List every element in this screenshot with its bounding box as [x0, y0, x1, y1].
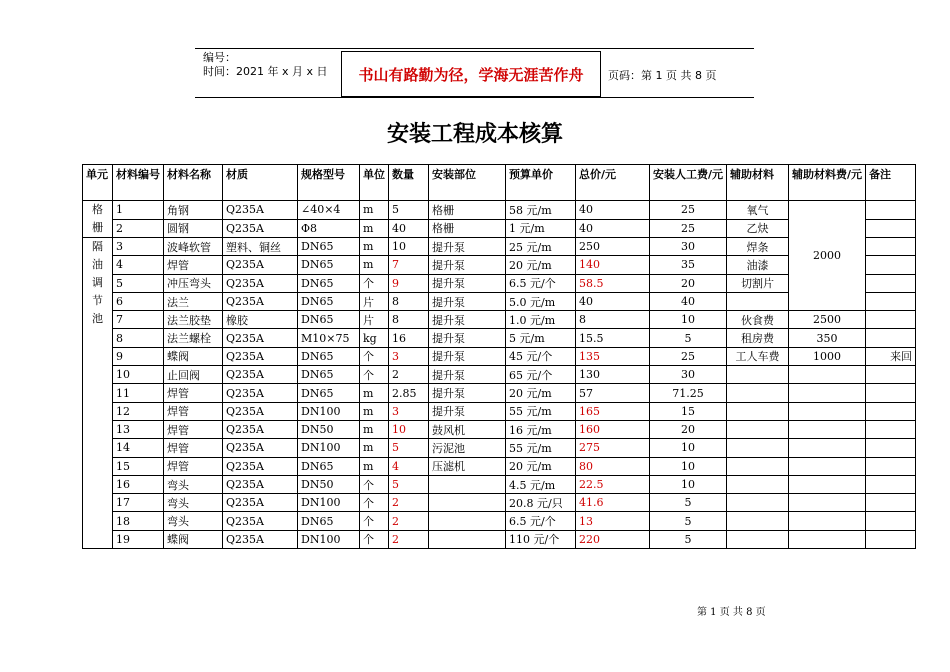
unit-price-cell: 25 元/m: [506, 238, 576, 256]
total-price-cell: 41.6: [576, 494, 650, 512]
material-no-cell: 6: [113, 292, 164, 310]
install-location-cell: [429, 512, 506, 530]
install-location-cell: 提升泵: [429, 402, 506, 420]
col-header: 材料编号: [113, 165, 164, 201]
material-cell: Q235A: [223, 274, 298, 292]
aux-fee-cell: [789, 402, 866, 420]
aux-fee-cell: [789, 530, 866, 548]
table-row: [83, 475, 916, 493]
install-location-cell: 提升泵: [429, 238, 506, 256]
col-header: 材质: [223, 165, 298, 201]
remark-cell: [866, 512, 916, 530]
material-name-cell: 蝶阀: [164, 530, 223, 548]
spec-cell: DN65: [298, 256, 360, 274]
material-name-cell: 圆钢: [164, 219, 223, 238]
quantity-cell: 5: [389, 475, 429, 493]
col-header: 材料名称: [164, 165, 223, 201]
spec-cell: DN65: [298, 512, 360, 530]
aux-material-cell: 乙炔: [727, 219, 789, 238]
aux-material-cell: [727, 292, 789, 310]
aux-material-cell: 焊条: [727, 238, 789, 256]
total-price-cell: 250: [576, 238, 650, 256]
spec-cell: M10×75: [298, 329, 360, 347]
material-cell: Q235A: [223, 347, 298, 365]
aux-material-cell: 氧气: [727, 201, 789, 220]
quantity-cell: 16: [389, 329, 429, 347]
material-no-cell: 9: [113, 347, 164, 365]
labor-fee-cell: 10: [650, 457, 727, 475]
aux-material-cell: 伙食费: [727, 311, 789, 329]
material-cell: Q235A: [223, 439, 298, 457]
unit-cell: [83, 238, 113, 549]
material-name-cell: 法兰胶垫: [164, 311, 223, 329]
total-price-cell: 40: [576, 292, 650, 310]
install-location-cell: [429, 494, 506, 512]
labor-fee-cell: 10: [650, 475, 727, 493]
material-cell: Q235A: [223, 329, 298, 347]
install-location-cell: 格栅: [429, 219, 506, 238]
material-no-cell: 14: [113, 439, 164, 457]
unit-of-measure-cell: m: [360, 256, 389, 274]
install-location-cell: 提升泵: [429, 366, 506, 384]
col-header: 辅助材料费/元: [789, 165, 866, 201]
total-price-cell: 80: [576, 457, 650, 475]
aux-fee-cell: [789, 494, 866, 512]
unit-of-measure-cell: 个: [360, 347, 389, 365]
unit-of-measure-cell: m: [360, 457, 389, 475]
motto: 书山有路勤为径，学海无涯苦作舟: [341, 51, 601, 97]
spec-cell: DN65: [298, 347, 360, 365]
quantity-cell: 3: [389, 347, 429, 365]
aux-fee-cell: [789, 457, 866, 475]
labor-fee-cell: 25: [650, 201, 727, 220]
install-location-cell: 格栅: [429, 201, 506, 220]
spec-cell: DN65: [298, 274, 360, 292]
total-price-cell: 8: [576, 311, 650, 329]
quantity-cell: 8: [389, 311, 429, 329]
remark-cell: [866, 457, 916, 475]
aux-material-cell: [727, 402, 789, 420]
labor-fee-cell: 25: [650, 219, 727, 238]
spec-cell: DN100: [298, 530, 360, 548]
col-header: 规格型号: [298, 165, 360, 201]
quantity-cell: 5: [389, 201, 429, 220]
total-price-cell: 130: [576, 366, 650, 384]
remark-cell: 来回: [866, 347, 916, 365]
quantity-cell: 10: [389, 238, 429, 256]
labor-fee-cell: 30: [650, 238, 727, 256]
col-header: 辅助材料: [727, 165, 789, 201]
unit-price-cell: 110 元/个: [506, 530, 576, 548]
remark-cell: [866, 219, 916, 238]
total-price-cell: 15.5: [576, 329, 650, 347]
quantity-cell: 2: [389, 494, 429, 512]
aux-fee-cell: [789, 384, 866, 402]
quantity-cell: 2.85: [389, 384, 429, 402]
spec-cell: DN100: [298, 439, 360, 457]
col-header: 单位: [360, 165, 389, 201]
material-name-cell: 焊管: [164, 384, 223, 402]
unit-price-cell: 5.0 元/m: [506, 292, 576, 310]
quantity-cell: 10: [389, 420, 429, 438]
page-footer: 第 1 页 共 8 页: [697, 607, 766, 618]
aux-fee-cell: 1000: [789, 347, 866, 365]
material-name-cell: 焊管: [164, 420, 223, 438]
labor-fee-cell: 5: [650, 512, 727, 530]
unit-of-measure-cell: 片: [360, 311, 389, 329]
material-cell: 橡胶: [223, 311, 298, 329]
spec-cell: DN65: [298, 238, 360, 256]
unit-price-cell: 4.5 元/m: [506, 475, 576, 493]
material-cell: Q235A: [223, 475, 298, 493]
labor-fee-cell: 20: [650, 420, 727, 438]
material-no-cell: 3: [113, 238, 164, 256]
unit-price-cell: 20 元/m: [506, 457, 576, 475]
install-location-cell: [429, 475, 506, 493]
install-location-cell: 压滤机: [429, 457, 506, 475]
unit-of-measure-cell: 个: [360, 274, 389, 292]
remark-cell: [866, 439, 916, 457]
unit-price-cell: 16 元/m: [506, 420, 576, 438]
table-row: [83, 494, 916, 512]
quantity-cell: 3: [389, 402, 429, 420]
material-cell: Q235A: [223, 292, 298, 310]
material-no-cell: 10: [113, 366, 164, 384]
labor-fee-cell: 5: [650, 329, 727, 347]
material-no-cell: 8: [113, 329, 164, 347]
spec-cell: Φ8: [298, 219, 360, 238]
aux-material-cell: [727, 384, 789, 402]
labor-fee-cell: 15: [650, 402, 727, 420]
unit-price-cell: 45 元/个: [506, 347, 576, 365]
material-cell: 塑料、铜丝: [223, 238, 298, 256]
unit-price-cell: 20 元/m: [506, 384, 576, 402]
aux-material-cell: [727, 530, 789, 548]
unit-of-measure-cell: m: [360, 439, 389, 457]
material-name-cell: 弯头: [164, 494, 223, 512]
install-location-cell: 鼓风机: [429, 420, 506, 438]
col-header: 备注: [866, 165, 916, 201]
col-header: 安装部位: [429, 165, 506, 201]
table-row: [83, 384, 916, 402]
spec-cell: DN50: [298, 420, 360, 438]
material-cell: Q235A: [223, 201, 298, 220]
spec-cell: DN100: [298, 402, 360, 420]
material-cell: Q235A: [223, 366, 298, 384]
quantity-cell: 2: [389, 530, 429, 548]
install-location-cell: 提升泵: [429, 311, 506, 329]
material-cell: Q235A: [223, 402, 298, 420]
number-label: 编号：: [203, 51, 236, 64]
aux-fee-cell: 350: [789, 329, 866, 347]
material-name-cell: 法兰螺栓: [164, 329, 223, 347]
quantity-cell: 40: [389, 219, 429, 238]
remark-cell: [866, 494, 916, 512]
total-price-cell: 220: [576, 530, 650, 548]
remark-cell: [866, 475, 916, 493]
col-header: 单元: [83, 165, 113, 201]
unit-price-cell: 6.5 元/个: [506, 512, 576, 530]
aux-material-cell: [727, 420, 789, 438]
material-name-cell: 弯头: [164, 512, 223, 530]
table-row: [83, 201, 916, 220]
remark-cell: [866, 384, 916, 402]
spec-cell: DN65: [298, 366, 360, 384]
table-row: [83, 311, 916, 329]
table-row: [83, 329, 916, 347]
material-no-cell: 5: [113, 274, 164, 292]
labor-fee-cell: 5: [650, 530, 727, 548]
spec-cell: ∠40×4: [298, 201, 360, 220]
spec-cell: DN65: [298, 457, 360, 475]
unit-price-cell: 20 元/m: [506, 256, 576, 274]
unit-price-cell: 1 元/m: [506, 219, 576, 238]
aux-material-cell: 租房费: [727, 329, 789, 347]
material-no-cell: 1: [113, 201, 164, 220]
total-price-cell: 57: [576, 384, 650, 402]
remark-cell: [866, 402, 916, 420]
labor-fee-cell: 35: [650, 256, 727, 274]
page-title: 安装工程成本核算: [386, 122, 563, 147]
unit-price-cell: 55 元/m: [506, 402, 576, 420]
total-price-cell: 58.5: [576, 274, 650, 292]
unit-of-measure-cell: 个: [360, 494, 389, 512]
remark-cell: [866, 530, 916, 548]
labor-fee-cell: 71.25: [650, 384, 727, 402]
quantity-cell: 5: [389, 439, 429, 457]
quantity-cell: 2: [389, 512, 429, 530]
unit-price-cell: 58 元/m: [506, 201, 576, 220]
material-name-cell: 蝶阀: [164, 347, 223, 365]
total-price-cell: 40: [576, 201, 650, 220]
col-header: 数量: [389, 165, 429, 201]
unit-of-measure-cell: m: [360, 219, 389, 238]
aux-fee-cell: [789, 439, 866, 457]
unit-label: 隔油调节池: [92, 240, 103, 325]
total-price-cell: 140: [576, 256, 650, 274]
quantity-cell: 4: [389, 457, 429, 475]
quantity-cell: 7: [389, 256, 429, 274]
unit-of-measure-cell: m: [360, 402, 389, 420]
material-name-cell: 止回阀: [164, 366, 223, 384]
labor-fee-cell: 10: [650, 439, 727, 457]
unit-of-measure-cell: m: [360, 238, 389, 256]
table-row: [83, 402, 916, 420]
table-row: [83, 512, 916, 530]
labor-fee-cell: 5: [650, 494, 727, 512]
aux-fee-merged-cell: 2000: [789, 201, 866, 311]
unit-of-measure-cell: m: [360, 420, 389, 438]
material-no-cell: 7: [113, 311, 164, 329]
install-location-cell: 提升泵: [429, 274, 506, 292]
material-cell: Q235A: [223, 530, 298, 548]
total-price-cell: 22.5: [576, 475, 650, 493]
material-no-cell: 19: [113, 530, 164, 548]
remark-cell: [866, 292, 916, 310]
aux-fee-cell: 2500: [789, 311, 866, 329]
unit-of-measure-cell: 片: [360, 292, 389, 310]
spec-cell: DN65: [298, 384, 360, 402]
spec-cell: DN65: [298, 311, 360, 329]
labor-fee-cell: 40: [650, 292, 727, 310]
remark-cell: [866, 366, 916, 384]
material-no-cell: 16: [113, 475, 164, 493]
total-price-cell: 40: [576, 219, 650, 238]
unit-price-cell: 6.5 元/个: [506, 274, 576, 292]
table-row: [83, 530, 916, 548]
material-no-cell: 17: [113, 494, 164, 512]
material-no-cell: 11: [113, 384, 164, 402]
col-header: 总价/元: [576, 165, 650, 201]
remark-cell: [866, 329, 916, 347]
table-row: [83, 420, 916, 438]
document-header: [195, 48, 754, 98]
unit-price-cell: 55 元/m: [506, 439, 576, 457]
cost-table: [82, 164, 916, 549]
material-no-cell: 15: [113, 457, 164, 475]
labor-fee-cell: 10: [650, 311, 727, 329]
labor-fee-cell: 25: [650, 347, 727, 365]
aux-material-cell: [727, 512, 789, 530]
material-name-cell: 波峰软管: [164, 238, 223, 256]
col-header: 安装人工费/元: [650, 165, 727, 201]
labor-fee-cell: 20: [650, 274, 727, 292]
unit-price-cell: 20.8 元/只: [506, 494, 576, 512]
aux-material-cell: [727, 366, 789, 384]
material-no-cell: 4: [113, 256, 164, 274]
unit-of-measure-cell: 个: [360, 366, 389, 384]
unit-price-cell: 1.0 元/m: [506, 311, 576, 329]
aux-fee-cell: [789, 475, 866, 493]
remark-cell: [866, 201, 916, 220]
aux-material-cell: 工人车费: [727, 347, 789, 365]
material-name-cell: 冲压弯头: [164, 274, 223, 292]
aux-fee-cell: [789, 512, 866, 530]
aux-fee-cell: [789, 420, 866, 438]
remark-cell: [866, 311, 916, 329]
time-label: 时间：2021 年 x 月 x 日: [203, 65, 328, 78]
material-name-cell: 焊管: [164, 256, 223, 274]
unit-of-measure-cell: m: [360, 201, 389, 220]
unit-cell: [83, 201, 113, 238]
material-name-cell: 角钢: [164, 201, 223, 220]
material-cell: Q235A: [223, 494, 298, 512]
material-no-cell: 13: [113, 420, 164, 438]
unit-of-measure-cell: kg: [360, 329, 389, 347]
material-name-cell: 弯头: [164, 475, 223, 493]
quantity-cell: 8: [389, 292, 429, 310]
unit-of-measure-cell: 个: [360, 475, 389, 493]
remark-cell: [866, 256, 916, 274]
install-location-cell: 提升泵: [429, 347, 506, 365]
material-cell: Q235A: [223, 384, 298, 402]
material-name-cell: 焊管: [164, 439, 223, 457]
page-label: 页码：第 1 页 共 8 页: [608, 69, 717, 82]
unit-price-cell: 65 元/个: [506, 366, 576, 384]
unit-of-measure-cell: m: [360, 384, 389, 402]
spec-cell: DN100: [298, 494, 360, 512]
spec-cell: DN50: [298, 475, 360, 493]
total-price-cell: 160: [576, 420, 650, 438]
aux-material-cell: 油漆: [727, 256, 789, 274]
material-name-cell: 焊管: [164, 457, 223, 475]
aux-material-cell: [727, 457, 789, 475]
material-cell: Q235A: [223, 256, 298, 274]
material-cell: Q235A: [223, 512, 298, 530]
material-name-cell: 法兰: [164, 292, 223, 310]
aux-material-cell: [727, 475, 789, 493]
install-location-cell: [429, 530, 506, 548]
material-no-cell: 12: [113, 402, 164, 420]
aux-material-cell: 切割片: [727, 274, 789, 292]
unit-of-measure-cell: 个: [360, 530, 389, 548]
unit-label: 格栅: [92, 203, 103, 234]
material-cell: Q235A: [223, 219, 298, 238]
material-no-cell: 18: [113, 512, 164, 530]
remark-cell: [866, 238, 916, 256]
header-info: [203, 51, 328, 79]
total-price-cell: 135: [576, 347, 650, 365]
material-name-cell: 焊管: [164, 402, 223, 420]
table-header-row: [83, 165, 916, 201]
install-location-cell: 污泥池: [429, 439, 506, 457]
total-price-cell: 275: [576, 439, 650, 457]
aux-material-cell: [727, 494, 789, 512]
install-location-cell: 提升泵: [429, 292, 506, 310]
spec-cell: DN65: [298, 292, 360, 310]
remark-cell: [866, 420, 916, 438]
total-price-cell: 165: [576, 402, 650, 420]
install-location-cell: 提升泵: [429, 384, 506, 402]
unit-price-cell: 5 元/m: [506, 329, 576, 347]
table-row: [83, 366, 916, 384]
table-row: [83, 439, 916, 457]
remark-cell: [866, 274, 916, 292]
table-row: [83, 347, 916, 365]
aux-material-cell: [727, 439, 789, 457]
install-location-cell: 提升泵: [429, 329, 506, 347]
unit-of-measure-cell: 个: [360, 512, 389, 530]
aux-fee-cell: [789, 366, 866, 384]
total-price-cell: 13: [576, 512, 650, 530]
quantity-cell: 9: [389, 274, 429, 292]
col-header: 预算单价: [506, 165, 576, 201]
labor-fee-cell: 30: [650, 366, 727, 384]
material-cell: Q235A: [223, 420, 298, 438]
quantity-cell: 2: [389, 366, 429, 384]
material-cell: Q235A: [223, 457, 298, 475]
table-row: [83, 457, 916, 475]
install-location-cell: 提升泵: [429, 256, 506, 274]
material-no-cell: 2: [113, 219, 164, 238]
